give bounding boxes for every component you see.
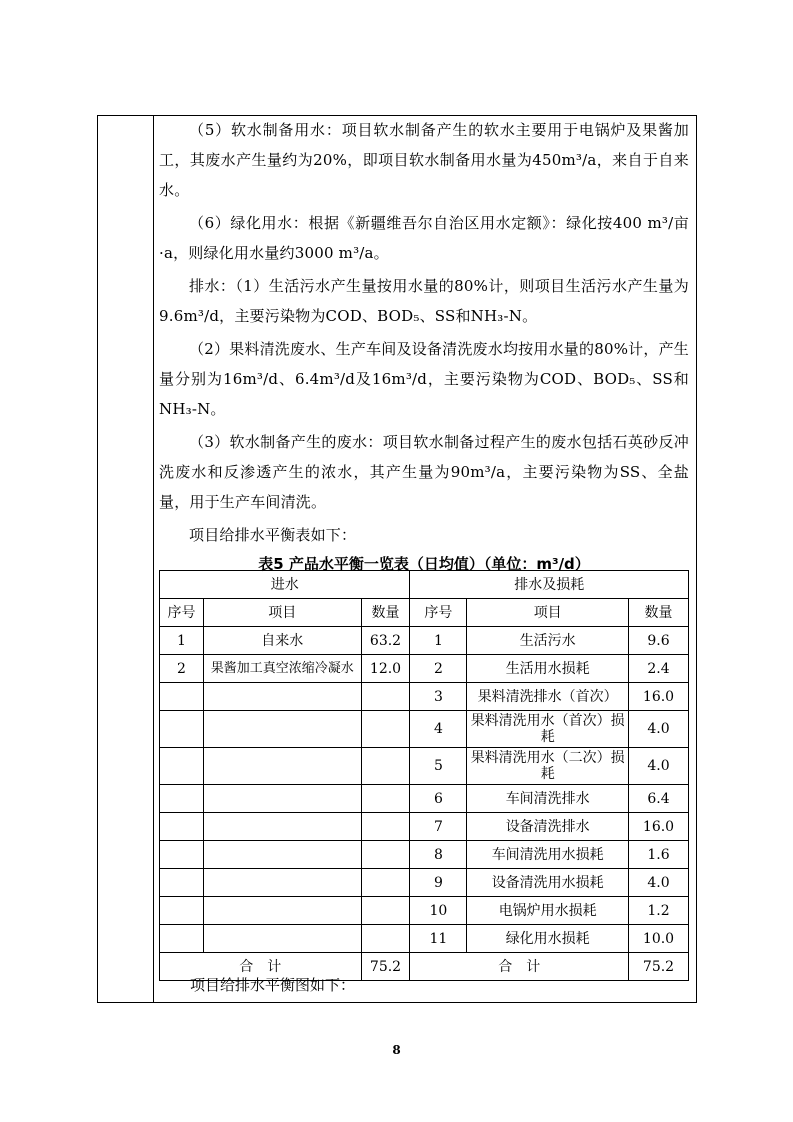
out-item: 车间清洗用水损耗	[467, 841, 629, 869]
in-item	[203, 925, 361, 953]
out-qty: 6.4	[629, 785, 689, 813]
in-item	[203, 683, 361, 711]
col-header-qty: 数量	[629, 599, 689, 627]
out-item: 车间清洗排水	[467, 785, 629, 813]
out-no: 8	[410, 841, 467, 869]
out-qty: 10.0	[629, 925, 689, 953]
in-no: 2	[160, 655, 204, 683]
in-qty: 63.2	[361, 627, 410, 655]
paragraph-drainage-2: （2）果料清洗废水、生产车间及设备清洗废水均按用水量的80%计，产生量分别为16m³/d、6.4m³/d及16m³/d，主要污染物为COD、BOD₅、SS和NH₃-N。	[159, 340, 689, 418]
in-qty	[361, 813, 410, 841]
out-qty: 4.0	[629, 711, 689, 748]
table-row	[160, 841, 689, 869]
total-in: 75.2	[361, 953, 410, 981]
header-outflow: 排水及损耗	[410, 571, 689, 599]
header-inflow: 进水	[160, 571, 410, 599]
in-item	[203, 785, 361, 813]
in-no	[160, 841, 204, 869]
table-row	[160, 897, 689, 925]
out-no: 6	[410, 785, 467, 813]
out-item: 生活用水损耗	[467, 655, 629, 683]
out-no: 7	[410, 813, 467, 841]
paragraph-drainage-3: （3）软水制备产生的废水：项目软水制备过程产生的废水包括石英砂反冲洗废水和反渗透产生的浓水，其产生量为90m³/a，主要污染物为SS、全盐量，用于生产车间清洗。	[159, 433, 689, 511]
in-qty	[361, 841, 410, 869]
out-item: 生活污水	[467, 627, 629, 655]
out-qty: 4.0	[629, 748, 689, 785]
out-item: 果料清洗排水（首次）	[467, 683, 629, 711]
paragraph-greening: （6）绿化用水：根据《新疆维吾尔自治区用水定额》：绿化按400 m³/亩·a，则绿化用水量约3000 m³/a。	[159, 214, 689, 262]
out-no: 3	[410, 683, 467, 711]
in-qty	[361, 785, 410, 813]
in-no	[160, 869, 204, 897]
paragraph-soft-water: （5）软水制备用水：项目软水制备产生的软水主要用于电锅炉及果酱加工，其废水产生量约为20%，即项目软水制备用水量为450m³/a，来自于自来水。	[159, 121, 689, 199]
table-row	[160, 813, 689, 841]
out-no: 10	[410, 897, 467, 925]
balance-diagram-intro: 项目给排水平衡图如下：	[190, 976, 356, 994]
in-item	[203, 711, 361, 748]
paragraph-drainage-1: 排水：（1）生活污水产生量按用水量的80%计，则项目生活污水产生量为9.6m³/d，主要污染物为COD、BOD₅、SS和NH₃-N。	[159, 277, 689, 325]
out-no: 5	[410, 748, 467, 785]
in-qty	[361, 711, 410, 748]
in-item	[203, 897, 361, 925]
in-qty	[361, 925, 410, 953]
table-row	[160, 748, 689, 785]
col-header-qty: 数量	[361, 599, 410, 627]
total-out: 75.2	[629, 953, 689, 981]
body-text	[153, 115, 695, 574]
table-row	[160, 785, 689, 813]
in-no	[160, 711, 204, 748]
out-qty: 4.0	[629, 869, 689, 897]
out-item: 绿化用水损耗	[467, 925, 629, 953]
out-no: 4	[410, 711, 467, 748]
out-no: 1	[410, 627, 467, 655]
in-qty: 12.0	[361, 655, 410, 683]
in-no	[160, 748, 204, 785]
col-header-item: 项目	[203, 599, 361, 627]
col-header-no: 序号	[160, 599, 204, 627]
page-number: 8	[392, 1043, 401, 1057]
out-qty: 1.2	[629, 897, 689, 925]
in-qty	[361, 748, 410, 785]
col-header-no: 序号	[410, 599, 467, 627]
out-item: 设备清洗用水损耗	[467, 869, 629, 897]
table-row	[160, 627, 689, 655]
out-qty: 2.4	[629, 655, 689, 683]
in-item: 果酱加工真空浓缩冷凝水	[203, 655, 361, 683]
in-item	[203, 748, 361, 785]
out-qty: 1.6	[629, 841, 689, 869]
table-row	[160, 655, 689, 683]
table-row	[160, 925, 689, 953]
out-no: 2	[410, 655, 467, 683]
water-balance-table	[159, 570, 689, 981]
out-qty: 16.0	[629, 813, 689, 841]
total-label-out: 合 计	[410, 953, 629, 981]
paragraph-table-intro: 项目给排水平衡表如下：	[189, 526, 357, 544]
out-item: 果料清洗用水（首次）损耗	[467, 711, 629, 748]
in-qty	[361, 683, 410, 711]
out-item: 电锅炉用水损耗	[467, 897, 629, 925]
in-no	[160, 785, 204, 813]
out-item: 果料清洗用水（二次）损耗	[467, 748, 629, 785]
in-no	[160, 897, 204, 925]
out-no: 9	[410, 869, 467, 897]
in-qty	[361, 897, 410, 925]
col-header-item: 项目	[467, 599, 629, 627]
in-item: 自来水	[203, 627, 361, 655]
in-qty	[361, 869, 410, 897]
out-qty: 16.0	[629, 683, 689, 711]
out-qty: 9.6	[629, 627, 689, 655]
table-row	[160, 869, 689, 897]
in-item	[203, 869, 361, 897]
total-label-in: 合 计	[160, 953, 362, 981]
table-row	[160, 683, 689, 711]
in-no	[160, 925, 204, 953]
in-no	[160, 683, 204, 711]
in-no	[160, 813, 204, 841]
in-no: 1	[160, 627, 204, 655]
table-caption: 表5 产品水平衡一览表（日均值）（单位：m³/d）	[258, 555, 590, 573]
out-no: 11	[410, 925, 467, 953]
in-item	[203, 813, 361, 841]
table-row	[160, 711, 689, 748]
out-item: 设备清洗排水	[467, 813, 629, 841]
in-item	[203, 841, 361, 869]
